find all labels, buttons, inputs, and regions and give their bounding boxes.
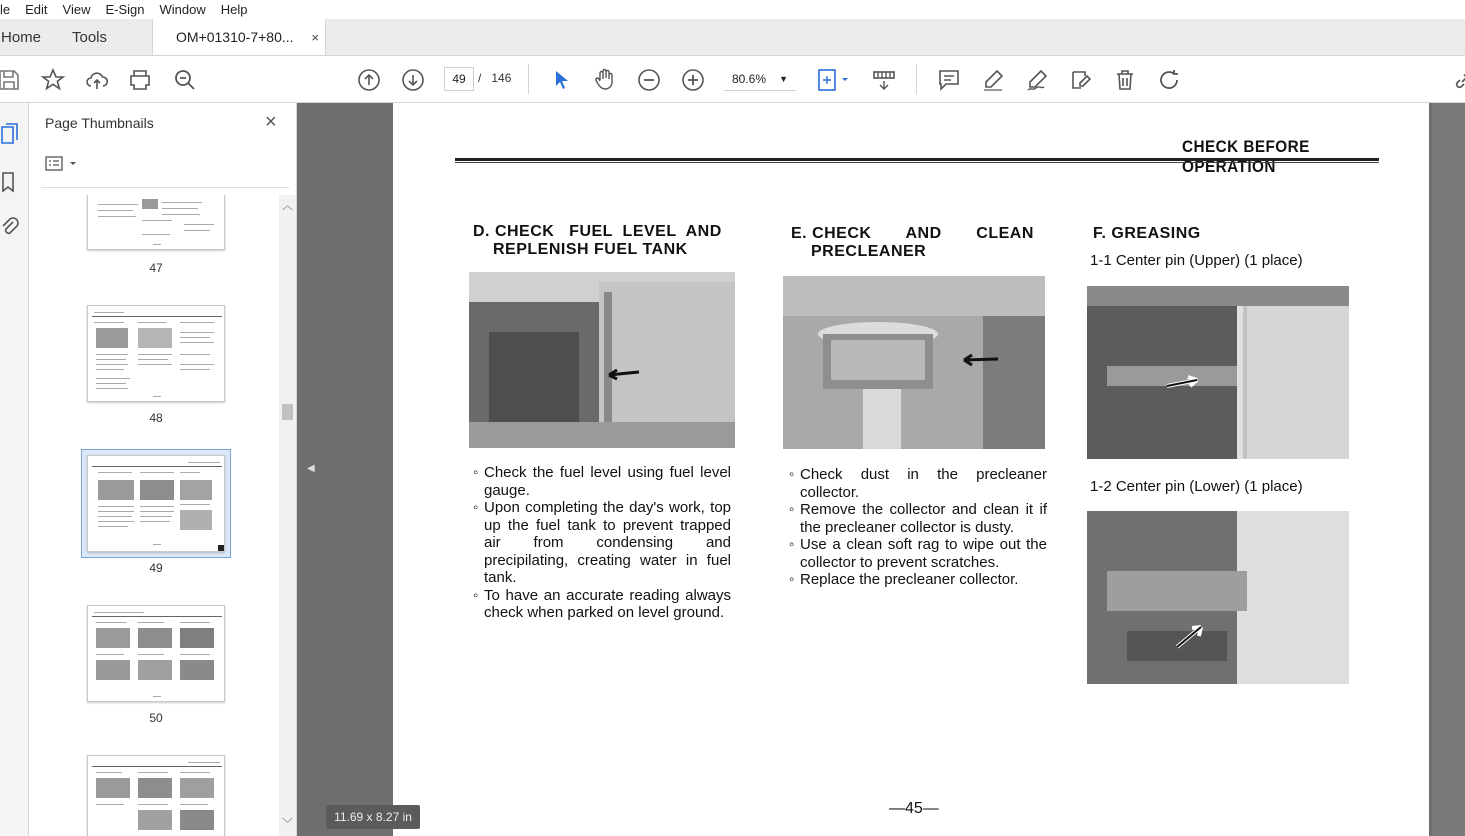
document-page: [393, 103, 1429, 836]
document-viewer[interactable]: [297, 103, 1465, 836]
fit-page-icon[interactable]: [816, 68, 852, 92]
scrollbar-thumb[interactable]: [282, 404, 293, 420]
precleaner-photo: [783, 276, 1045, 449]
thumbnail-label: 50: [149, 711, 163, 725]
thumbnail-label: 49: [149, 561, 163, 575]
thumbnail-page[interactable]: [87, 605, 225, 702]
thumbnail-label: 48: [149, 411, 163, 425]
menu-esign[interactable]: E-Sign: [105, 2, 145, 17]
chevron-down-icon[interactable]: ﹀: [282, 818, 293, 830]
menu-edit[interactable]: Edit: [25, 2, 48, 17]
section-d-title-line2: REPLENISH FUEL TANK: [493, 241, 688, 258]
save-icon[interactable]: [0, 68, 21, 92]
stamp-edit-icon[interactable]: [1069, 68, 1093, 92]
bookmark-icon[interactable]: [1, 171, 21, 193]
tab-document-title: OM+01310-7+80...: [176, 29, 294, 45]
page-number-input[interactable]: 49: [444, 67, 474, 91]
scroll-mode-icon[interactable]: [872, 68, 896, 92]
thumbnail-page[interactable]: [87, 755, 225, 836]
tab-document[interactable]: [152, 19, 326, 55]
thumbnail-page-selected[interactable]: [87, 455, 225, 552]
right-scroll-area[interactable]: [1432, 103, 1465, 836]
collapse-panel-icon[interactable]: ◀: [307, 463, 315, 474]
section-e-bullets: [789, 466, 1047, 589]
chevron-up-icon[interactable]: ︿: [282, 200, 293, 212]
zoom-level-value: 80.6%: [732, 71, 767, 86]
panel-title: Page Thumbnails: [45, 115, 154, 131]
draw-signature-icon[interactable]: [1025, 68, 1049, 92]
rotate-icon[interactable]: [1157, 68, 1181, 92]
menu-bar: [0, 0, 1465, 19]
panel-close-icon[interactable]: ×: [265, 111, 277, 133]
menu-file[interactable]: le: [0, 2, 11, 17]
thumbnail-scrollbar[interactable]: [279, 195, 296, 836]
hand-tool-icon[interactable]: [593, 68, 617, 92]
bullet-item: ◦ Replace the precleaner collector.: [789, 571, 1047, 589]
thumbnail-page[interactable]: [87, 305, 225, 402]
toolbar-divider: [916, 64, 917, 94]
menu-help[interactable]: Help: [220, 2, 248, 17]
page-separator: /: [478, 71, 482, 85]
highlight-pen-icon[interactable]: [981, 68, 1005, 92]
star-icon[interactable]: [41, 68, 65, 92]
next-page-icon[interactable]: [401, 68, 425, 92]
thumbnail-page[interactable]: [87, 195, 225, 250]
section-f-title: F. GREASING: [1093, 225, 1201, 242]
page-header: CHECK BEFORE OPERATION: [1182, 137, 1310, 176]
section-d-title-line1: D. CHECK FUEL LEVEL AND: [473, 223, 722, 240]
section-f-sub1: 1-1 Center pin (Upper) (1 place): [1090, 252, 1303, 269]
tab-bar: [0, 19, 1465, 56]
tab-tools[interactable]: Tools: [72, 28, 108, 46]
comment-icon[interactable]: [937, 68, 961, 92]
section-e-title: [791, 225, 1049, 261]
chevron-down-icon: ▼: [779, 74, 788, 84]
section-d-title: [473, 223, 737, 259]
section-e-title-line2: PRECLEANER: [811, 243, 927, 260]
left-rail: [0, 103, 29, 836]
page-total: [478, 71, 511, 85]
toolbar: [0, 56, 1465, 103]
section-e-title-line1: E. CHECK AND CLEAN: [791, 225, 1034, 242]
center-pin-lower-photo: [1087, 511, 1349, 684]
tab-close-icon[interactable]: ×: [311, 29, 319, 45]
bullet-item: ◦ To have an accurate reading always check when parked on level ground.: [473, 587, 731, 622]
section-d-bullets: [473, 464, 731, 622]
center-pin-upper-photo: [1087, 286, 1349, 459]
menu-window[interactable]: Window: [159, 2, 206, 17]
trash-icon[interactable]: [1113, 68, 1137, 92]
attachment-icon[interactable]: [1, 217, 21, 239]
fuel-tank-photo: [469, 272, 735, 448]
panel-divider: [41, 187, 289, 188]
zoom-out-icon[interactable]: [637, 68, 661, 92]
select-pointer-icon[interactable]: [550, 68, 574, 92]
prev-page-icon[interactable]: [357, 68, 381, 92]
page-thumbnails-panel: [29, 103, 297, 836]
thumbnail-label: 47: [149, 261, 163, 275]
cloud-upload-icon[interactable]: [85, 68, 109, 92]
page-size-badge: 11.69 x 8.27 in: [326, 805, 420, 829]
zoom-in-icon[interactable]: [681, 68, 705, 92]
bullet-item: ◦ Upon completing the day's work, top up the fuel tank to prevent trapped air from condensing and precipilating, creating water in fuel tank.: [473, 499, 731, 587]
zoom-level-select[interactable]: [724, 67, 796, 91]
thumbnail-options-menu[interactable]: [45, 153, 81, 175]
thumbnail-list: [29, 195, 279, 836]
bullet-item: ◦ Check the fuel level using fuel level gauge.: [473, 464, 731, 499]
menu-view[interactable]: View: [62, 2, 91, 17]
header-rule: [455, 158, 1379, 163]
toolbar-divider: [528, 64, 529, 94]
page-total-count: 146: [491, 71, 512, 85]
link-icon[interactable]: [1452, 68, 1465, 92]
bullet-item: ◦ Check dust in the precleaner collector.: [789, 466, 1047, 501]
section-f-sub2: 1-2 Center pin (Lower) (1 place): [1090, 478, 1303, 495]
search-icon[interactable]: [173, 68, 197, 92]
page-number: —45—: [889, 800, 939, 817]
print-icon[interactable]: [128, 68, 152, 92]
page-thumbnails-icon[interactable]: [1, 123, 21, 145]
bullet-item: ◦ Remove the collector and clean it if the precleaner collector is dusty.: [789, 501, 1047, 536]
tab-home[interactable]: Home: [1, 28, 42, 46]
bullet-item: ◦ Use a clean soft rag to wipe out the collector to prevent scratches.: [789, 536, 1047, 571]
